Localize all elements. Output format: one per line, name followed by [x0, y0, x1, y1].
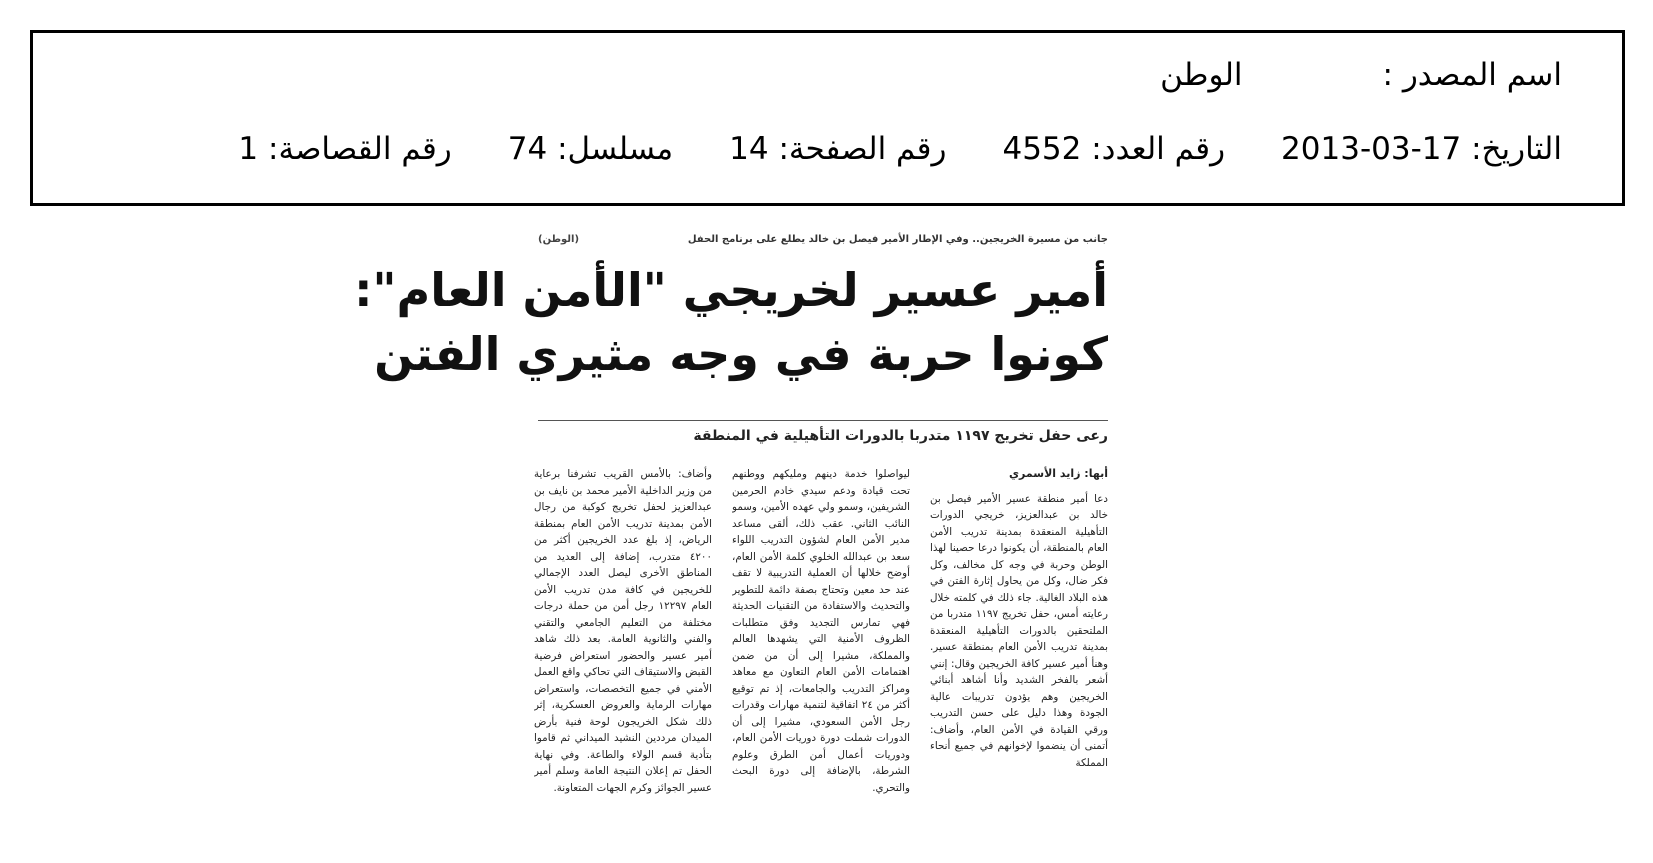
date-label: التاريخ: [1471, 131, 1562, 167]
photo-caption: جانب من مسيرة الخريجين.. وفي الإطار الأمير فيصل بن خالد يطلع على برنامج الحفل [687, 234, 1108, 245]
page-label: رقم الصفحة: [778, 131, 947, 167]
clip-label: رقم القصاصة: [268, 131, 452, 167]
source-info-box [30, 30, 1625, 206]
serial-field [508, 129, 673, 169]
photo-caption-row [538, 234, 1108, 245]
headline-divider [538, 420, 1108, 421]
serial-label: مسلسل: [557, 131, 674, 167]
article-column-2 [732, 466, 910, 826]
subheadline: رعى حفل تخريج ١١٩٧ متدربا بالدورات التأهيلية في المنطقة [693, 428, 1108, 444]
headline [354, 258, 1108, 386]
column-2-text: ليواصلوا خدمة دينهم ومليكهم ووطنهم تحت قيادة ودعم سيدي خادم الحرمين الشريفين، وسمو ولي عهده الأمين، وسمو النائب الثاني. عقب ذلك، ألقى مساعد مدير الأمن العام لشؤون التدريب اللواء سعد بن عبدالله الخلوي كلمة الأمن العام، أوضح خلالها أن العملية التدريبية لا تقف عند حد معين وتحتاج بصفة دائمة للتطوير والتحديث والاستفادة من التقنيات الحديثة فهي تمارس التجديد وفق متطلبات الظروف الأمنية التي يشهدها العالم والمملكة، مشيرا إلى أن من ضمن اهتمامات الأمن العام التعاون مع معاهد ومراكز التدريب والجامعات، إذ تم توقيع أكثر من ٢٤ اتفاقية لتنمية مهارات وقدرات رجل الأمن السعودي، مشيرا إلى أن الدورات شملت دورة دوريات الأمن العام، ودوريات أعمال أمن الطرق وعلوم الشرطة، بالإضافة إلى دورة البحث والتحري. [732, 468, 910, 794]
headline-line-1: أمير عسير لخريجي "الأمن العام": [354, 263, 1108, 317]
article-column-3 [534, 466, 712, 826]
column-1-text: دعا أمير منطقة عسير الأمير فيصل بن خالد بن عبدالعزيز، خريجي الدورات التأهيلية المنعقدة بمدينة تدريب الأمن العام بالمنطقة، أن يكونوا درعا حصينا لهذا الوطن وحربة في وجه كل مخالف، وكل فكر ضال، وكل من يحاول إثارة الفتن في هذه البلاد الغالية. جاء ذلك في كلمته خلال رعايته أمس، حفل تخريج ١١٩٧ متدربا من الملتحقين بالدورات التأهيلية المنعقدة بمدينة تدريب الأمن العام بمنطقة عسير. وهنأ أمير عسير كافة الخريجين وقال: إنني أشعر بالفخر الشديد وأنا أشاهد أبنائي الخريجين وهم يؤدون تدريبات عالية الجودة وهذا دليل على حسن التدريب ورقي القيادة في الأمن العام، وأضاف: أتمنى أن ينضموا لإخوانهم في جميع أنحاء المملكة [930, 492, 1108, 769]
newspaper-clipping [354, 228, 1108, 838]
headline-line-2: كونوا حربة في وجه مثيري الفتن [374, 327, 1108, 381]
clip-value: 1 [238, 131, 259, 167]
page-field [729, 129, 946, 169]
page-value: 14 [729, 131, 769, 167]
serial-value: 74 [507, 131, 548, 167]
issue-value: 4552 [1002, 131, 1082, 167]
article-column-1 [930, 466, 1108, 826]
metadata-row [238, 129, 1562, 169]
clip-field [238, 129, 451, 169]
column-3-text: وأضاف: بالأمس القريب تشرفنا برعاية من وزير الداخلية الأمير محمد بن نايف بن عبدالعزيز لحفل تخريج كوكبة من رجال الأمن بمدينة تدريب الأمن العام بمنطقة الرياض، إذ بلغ عدد الخريجين أكثر من ٤٢٠٠ متدرب، إضافة إلى العديد من المناطق الأخرى ليصل العدد الإجمالي للخريجين في كافة مدن تدريب الأمن العام ١٢٢٩٧ رجل أمن من حملة درجات مختلفة من التعليم الجامعي والتقني والفني والثانوية العامة. بعد ذلك شاهد أمير عسير والحضور استعراض فرضية القبض والاستيقاف التي تحاكي واقع العمل الأمني في جميع التخصصات، واستعراض مهارات الرماية والعروض العسكرية، إثر ذلك شكل الخريجون لوحة فنية بأرض الميدان مرددين النشيد الميداني ثم قاموا بتأدية قسم الولاء والطاعة. وفي نهاية الحفل تم إعلان النتيجة العامة وسلم أمير عسير الجوائز وكرم الجهات المتعاونة. [534, 468, 712, 794]
byline: أبها: زايد الأسمري [1008, 467, 1108, 480]
source-label: اسم المصدر : [1382, 57, 1562, 93]
issue-label: رقم العدد: [1091, 131, 1226, 167]
source-row [1160, 55, 1562, 95]
source-value: الوطن [1160, 57, 1243, 93]
photo-credit: (الوطن) [538, 234, 580, 245]
date-field [1281, 129, 1562, 169]
date-value: 2013-03-17 [1281, 131, 1462, 167]
issue-field [1002, 129, 1225, 169]
